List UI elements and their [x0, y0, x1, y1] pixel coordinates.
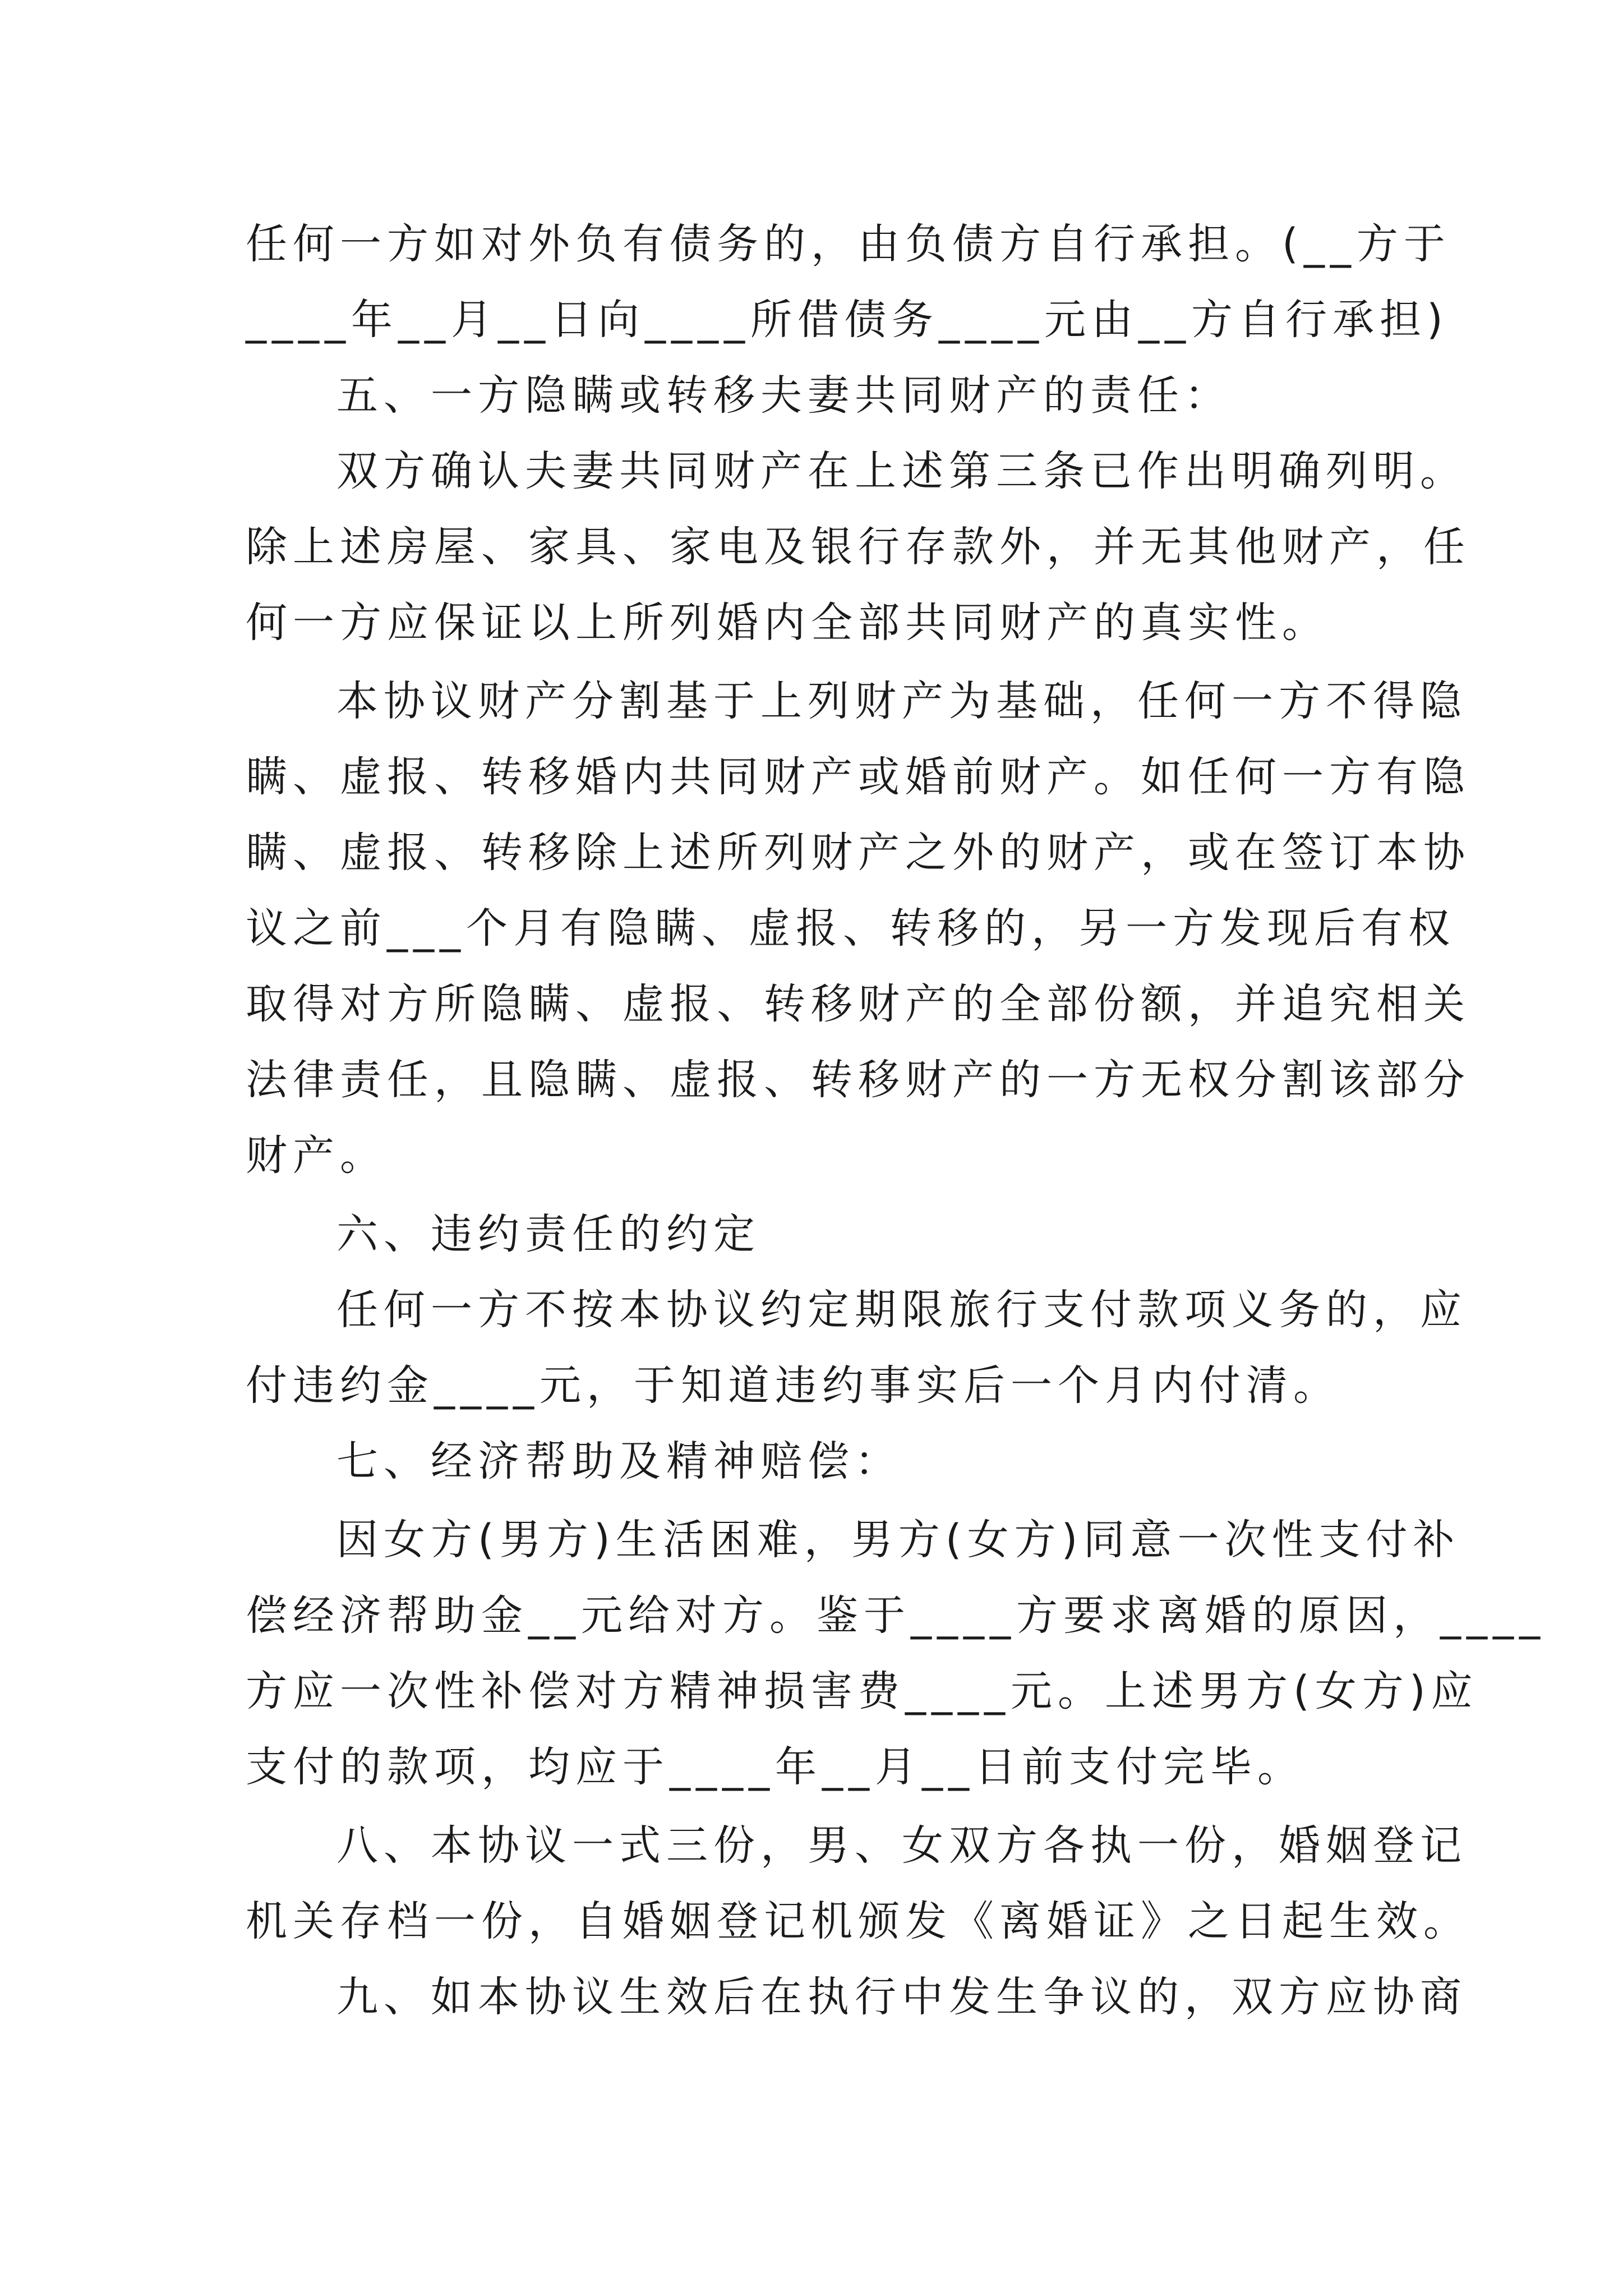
text-line: 法律责任，且隐瞒、虚报、转移财产的一方无权分割该部分: [246, 1056, 1470, 1104]
text-line: 偿经济帮助金__元给对方。鉴于____方要求离婚的原因，____: [246, 1591, 1546, 1640]
text-line: 财产。: [246, 1131, 387, 1180]
text-line: 方应一次性补偿对方精神损害费____元。上述男方(女方)应: [246, 1667, 1478, 1715]
text-line: 九、如本协议生效后在执行中发生争议的，双方应协商: [336, 1973, 1467, 2021]
section-heading: 五、一方隐瞒或转移夫妻共同财产的责任：: [336, 371, 1232, 420]
text-line: 双方确认夫妻共同财产在上述第三条已作出明确列明。: [336, 447, 1467, 495]
text-line: ____年__月__日向____所借债务____元由__方自行承担): [246, 296, 1449, 344]
text-line: 支付的款项，均应于____年__月__日前支付完毕。: [246, 1743, 1304, 1791]
text-line: 任何一方不按本协议约定期限旅行支付款项义务的，应: [336, 1286, 1467, 1334]
text-line: 议之前___个月有隐瞒、虚报、转移的，另一方发现后有权: [246, 904, 1455, 953]
text-line: 瞒、虚报、转移婚内共同财产或婚前财产。如任何一方有隐: [246, 753, 1470, 801]
section-heading: 七、经济帮助及精神赔偿：: [336, 1437, 902, 1485]
text-line: 机关存档一份，自婚姻登记机颁发《离婚证》之日起生效。: [246, 1897, 1470, 1945]
text-line: 何一方应保证以上所列婚内全部共同财产的真实性。: [246, 599, 1329, 647]
text-line: 八、本协议一式三份，男、女双方各执一份，婚姻登记: [336, 1821, 1467, 1870]
text-line: 付违约金____元，于知道违约事实后一个月内付清。: [246, 1361, 1340, 1410]
text-line: 瞒、虚报、转移除上述所列财产之外的财产，或在签订本协: [246, 829, 1470, 877]
text-line: 除上述房屋、家具、家电及银行存款外，并无其他财产，任: [246, 523, 1470, 571]
text-line: 任何一方如对外负有债务的，由负债方自行承担。(__方于: [246, 220, 1451, 268]
text-line: 取得对方所隐瞒、虚报、转移财产的全部份额，并追究相关: [246, 980, 1470, 1028]
section-heading: 六、违约责任的约定: [336, 1210, 760, 1258]
text-line: 因女方(男方)生活困难，男方(女方)同意一次性支付补: [336, 1516, 1460, 1564]
text-line: 本协议财产分割基于上列财产为基础，任何一方不得隐: [336, 677, 1467, 725]
